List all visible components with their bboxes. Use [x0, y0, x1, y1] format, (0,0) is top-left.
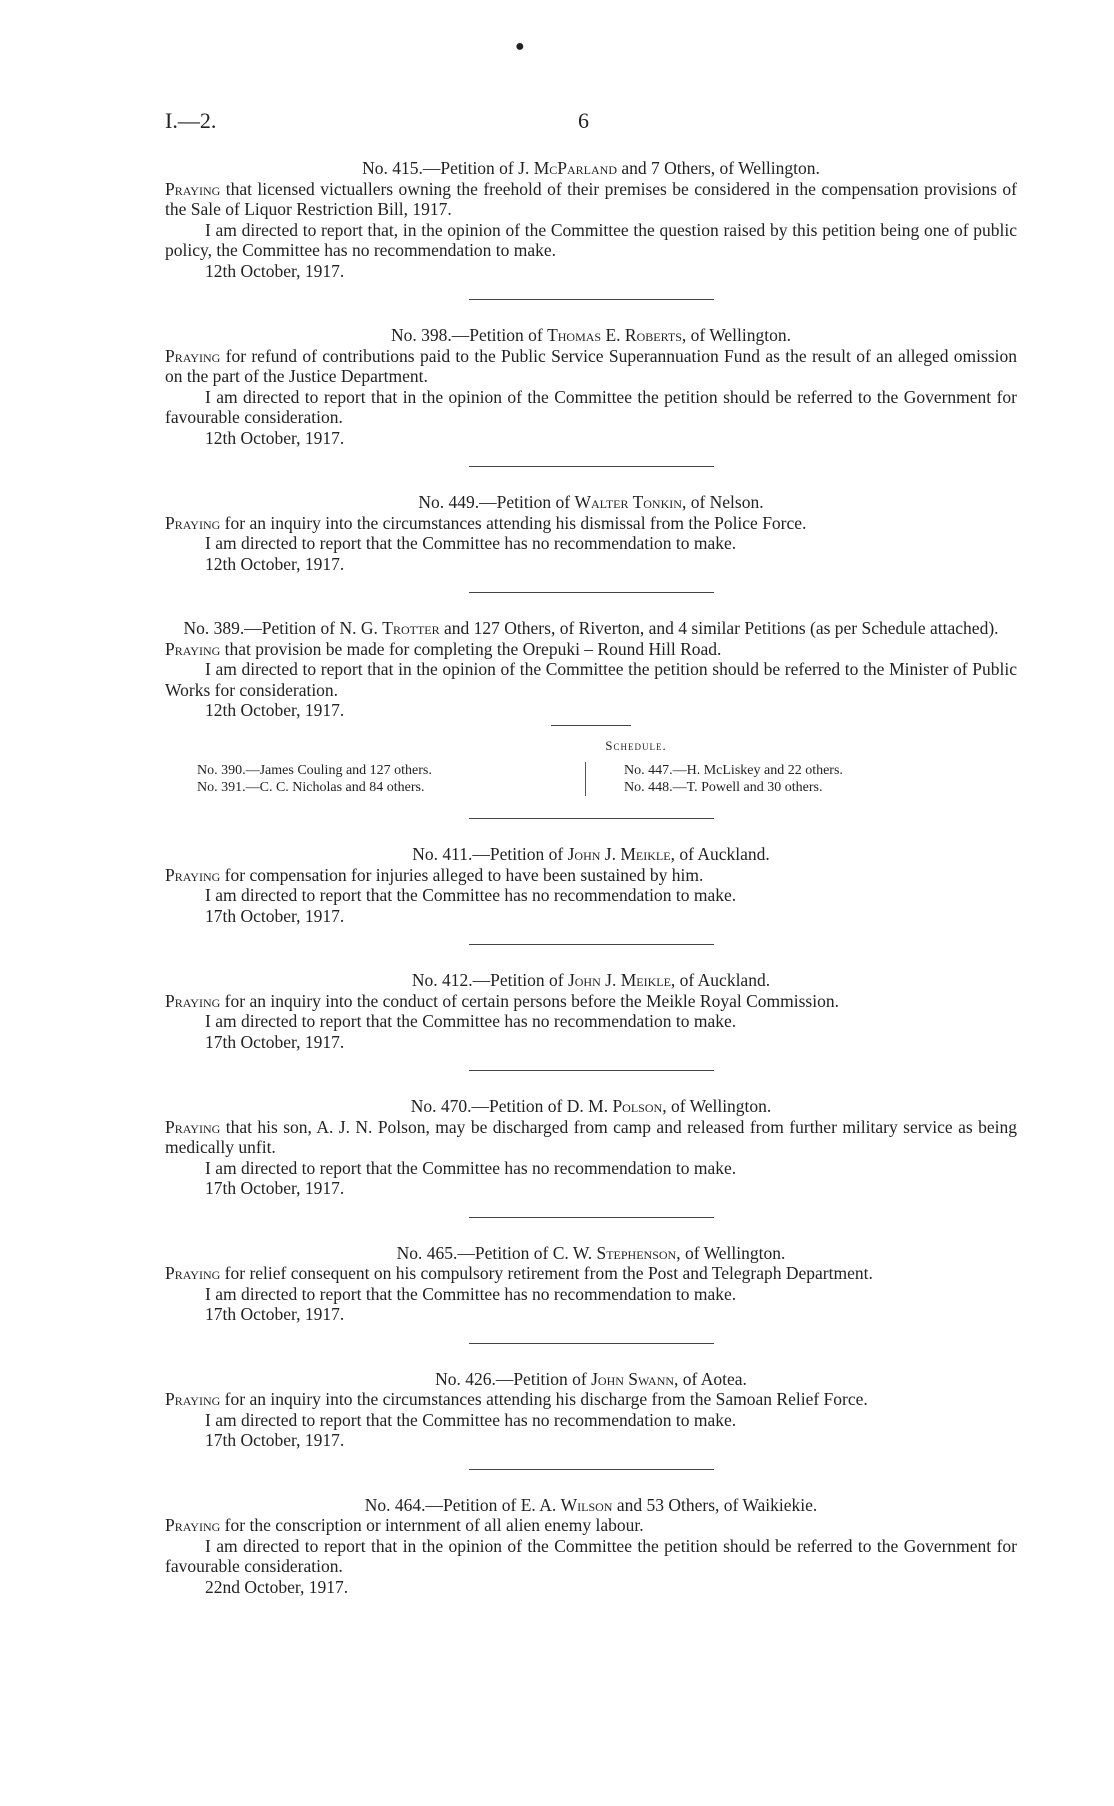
- short-divider: [551, 725, 631, 726]
- petition-412: [165, 970, 1017, 1052]
- schedule-entry: No. 448.—T. Powell and 30 others.: [624, 780, 823, 795]
- petition-report: I am directed to report that in the opinion of the Committee the petition should be referred to the Minister of Public Works for consideration.: [165, 659, 1017, 700]
- petition-465: [165, 1243, 1017, 1325]
- schedule-table: [165, 762, 1017, 800]
- petition-praying: Praying for the conscription or internment of all alien enemy labour.: [165, 1515, 644, 1535]
- section-divider: [469, 1343, 714, 1344]
- petition-449: [165, 492, 1017, 574]
- petition-heading: No. 449.—Petition of Walter Tonkin, of Nelson.: [418, 492, 764, 512]
- section-divider: [469, 299, 714, 300]
- petition-heading: No. 470.—Petition of D. M. Polson, of Wellington.: [410, 1096, 772, 1116]
- petition-date: 12th October, 1917.: [205, 553, 345, 574]
- schedule-right-column: [624, 762, 843, 796]
- petition-389: [165, 618, 1017, 721]
- petition-date: 12th October, 1917.: [205, 700, 345, 720]
- petition-464: [165, 1495, 1017, 1598]
- petition-report: I am directed to report that, in the opinion of the Committee the question raised by this petition being one of public policy, the Committee has no recommendation to make.: [165, 219, 1017, 260]
- petition-heading: No. 415.—Petition of J. McParland and 7 Others, of Wellington.: [362, 158, 820, 178]
- section-divider: [469, 818, 714, 819]
- schedule-title: Schedule.: [605, 737, 667, 753]
- petition-praying: Praying that his son, A. J. N. Polson, may be discharged from camp and released from further military service as being medically unfit.: [165, 1116, 1017, 1157]
- petition-praying: Praying for an inquiry into the circumstances attending his dismissal from the Police Force.: [165, 512, 807, 533]
- petition-date: 17th October, 1917.: [205, 905, 345, 926]
- petition-heading: No. 411.—Petition of John J. Meikle, of Auckland.: [412, 844, 770, 864]
- petition-report: I am directed to report that the Committee has no recommendation to make.: [205, 1011, 737, 1031]
- petition-date: 17th October, 1917.: [205, 1031, 345, 1052]
- schedule-entry: No. 391.—C. C. Nicholas and 84 others.: [197, 780, 425, 795]
- petition-470: [165, 1096, 1017, 1199]
- petition-date: 12th October, 1917.: [205, 260, 345, 281]
- petition-date: 17th October, 1917.: [205, 1304, 345, 1324]
- petition-heading: No. 398.—Petition of Thomas E. Roberts, of Wellington.: [391, 325, 791, 345]
- petition-report: I am directed to report that in the opinion of the Committee the petition should be referred to the Government for favourable consideration.: [165, 386, 1017, 427]
- petition-report: I am directed to report that the Committee has no recommendation to make.: [205, 1157, 737, 1178]
- section-divider: [469, 1070, 714, 1071]
- petition-praying: Praying that licensed victuallers owning the freehold of their premises be considered in the compensation provisions of the Sale of Liquor Restriction Bill, 1917.: [165, 178, 1017, 219]
- petition-praying: Praying for an inquiry into the conduct of certain persons before the Meikle Royal Commission.: [165, 990, 839, 1011]
- petition-praying: Praying for compensation for injuries alleged to have been sustained by him.: [165, 864, 704, 885]
- document-reference: I.—2.: [165, 108, 217, 133]
- petition-heading: No. 412.—Petition of John J. Meikle, of Auckland.: [411, 970, 771, 990]
- section-divider: [469, 466, 714, 467]
- page-mark: ●: [515, 38, 525, 55]
- petition-praying: Praying for refund of contributions paid to the Public Service Superannuation Fund as the result of an alleged omission on the part of the Justice Department.: [165, 345, 1017, 386]
- petition-report: I am directed to report that the Committee has no recommendation to make.: [205, 533, 737, 553]
- petition-date: 17th October, 1917.: [205, 1178, 345, 1198]
- petition-report: I am directed to report that the Committee has no recommendation to make.: [205, 1283, 737, 1304]
- petition-praying: Praying for an inquiry into the circumstances attending his discharge from the Samoan Relief Force.: [165, 1389, 868, 1409]
- petition-praying: Praying for relief consequent on his compulsory retirement from the Post and Telegraph Department.: [165, 1263, 873, 1283]
- page-content: [165, 158, 1017, 1597]
- section-divider: [469, 1469, 714, 1470]
- petition-praying: Praying that provision be made for completing the Orepuki – Round Hill Road.: [165, 638, 722, 659]
- petition-heading: No. 389.—Petition of N. G. Trotter and 127 Others, of Riverton, and 4 similar Petitions (as per Schedule attached).: [183, 618, 999, 638]
- schedule-entry: No. 390.—James Couling and 127 others.: [197, 763, 432, 778]
- petition-date: 17th October, 1917.: [205, 1430, 345, 1450]
- section-divider: [469, 944, 714, 945]
- petition-report: I am directed to report that the Committee has no recommendation to make.: [205, 1409, 737, 1430]
- schedule-divider: [585, 762, 586, 796]
- petition-report: I am directed to report that the Committee has no recommendation to make.: [205, 885, 737, 905]
- petition-411: [165, 844, 1017, 926]
- petition-426: [165, 1369, 1017, 1451]
- page-number: 6: [578, 108, 589, 133]
- petition-date: 22nd October, 1917.: [205, 1576, 349, 1597]
- section-divider: [469, 592, 714, 593]
- petition-heading: No. 426.—Petition of John Swann, of Aotea.: [435, 1368, 747, 1389]
- petition-398: [165, 325, 1017, 448]
- petition-date: 12th October, 1917.: [205, 427, 345, 448]
- petition-heading: No. 465.—Petition of C. W. Stephenson, of Wellington.: [396, 1242, 786, 1263]
- section-divider: [469, 1217, 714, 1218]
- schedule-left-column: [197, 762, 432, 796]
- petition-heading: No. 464.—Petition of E. A. Wilson and 53 Others, of Waikiekie.: [364, 1494, 818, 1515]
- petition-415: [165, 158, 1017, 281]
- schedule-entry: No. 447.—H. McLiskey and 22 others.: [624, 763, 843, 778]
- petition-report: I am directed to report that in the opinion of the Committee the petition should be referred to the Government for favourable consideration.: [165, 1535, 1017, 1576]
